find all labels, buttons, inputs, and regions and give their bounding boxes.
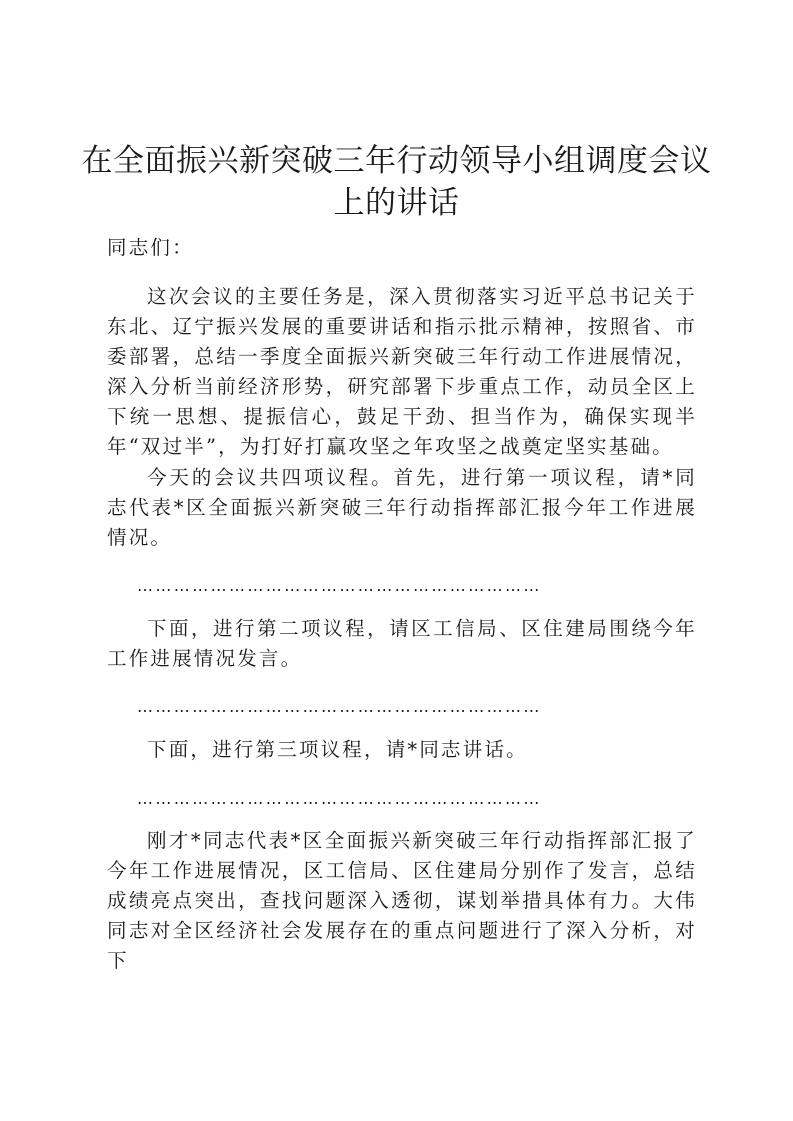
- paragraph-meeting-purpose: 这次会议的主要任务是，深入贯彻落实习近平总书记关于东北、辽宁振兴发展的重要讲话和指示批示精神，按照省、市委部署，总结一季度全面振兴新突破三年行动工作进展情况，深入分析当前经济形势，研究部署下步重点工作，动员全区上下统一思想、提振信心，鼓足干劲、担当作为，确保实现半年“双过半”，为打好打赢攻坚之年攻坚之战奠定坚实基础。: [107, 285, 697, 458]
- document-title: [60, 140, 733, 224]
- ellipsis-separator-2: …………………………………………………………: [137, 697, 542, 716]
- ellipsis-separator-1: …………………………………………………………: [137, 576, 542, 595]
- paragraph-agenda-item-1: 今天的会议共四项议程。首先，进行第一项议程，请*同志代表*区全面振兴新突破三年行动指挥部汇报今年工作进展情况。: [107, 466, 697, 549]
- paragraph-summary: 刚才*同志代表*区全面振兴新突破三年行动指挥部汇报了今年工作进展情况，区工信局、区住建局分别作了发言，总结成绩亮点突出，查找问题深入透彻，谋划举措具体有力。大伟同志对全区经济社会发展存在的重点问题进行了深入分析，对下: [107, 829, 697, 972]
- paragraph-agenda-item-2: 下面，进行第二项议程，请区工信局、区住建局围绕今年工作进展情况发言。: [107, 617, 697, 670]
- ellipsis-separator-3: …………………………………………………………: [137, 789, 542, 808]
- title-line-1: 在全面振兴新突破三年行动领导小组调度会议: [81, 143, 712, 179]
- title-line-2: 上的讲话: [333, 185, 460, 221]
- salutation: 同志们：: [107, 236, 194, 259]
- paragraph-agenda-item-3: 下面，进行第三项议程，请*同志讲话。: [147, 738, 528, 761]
